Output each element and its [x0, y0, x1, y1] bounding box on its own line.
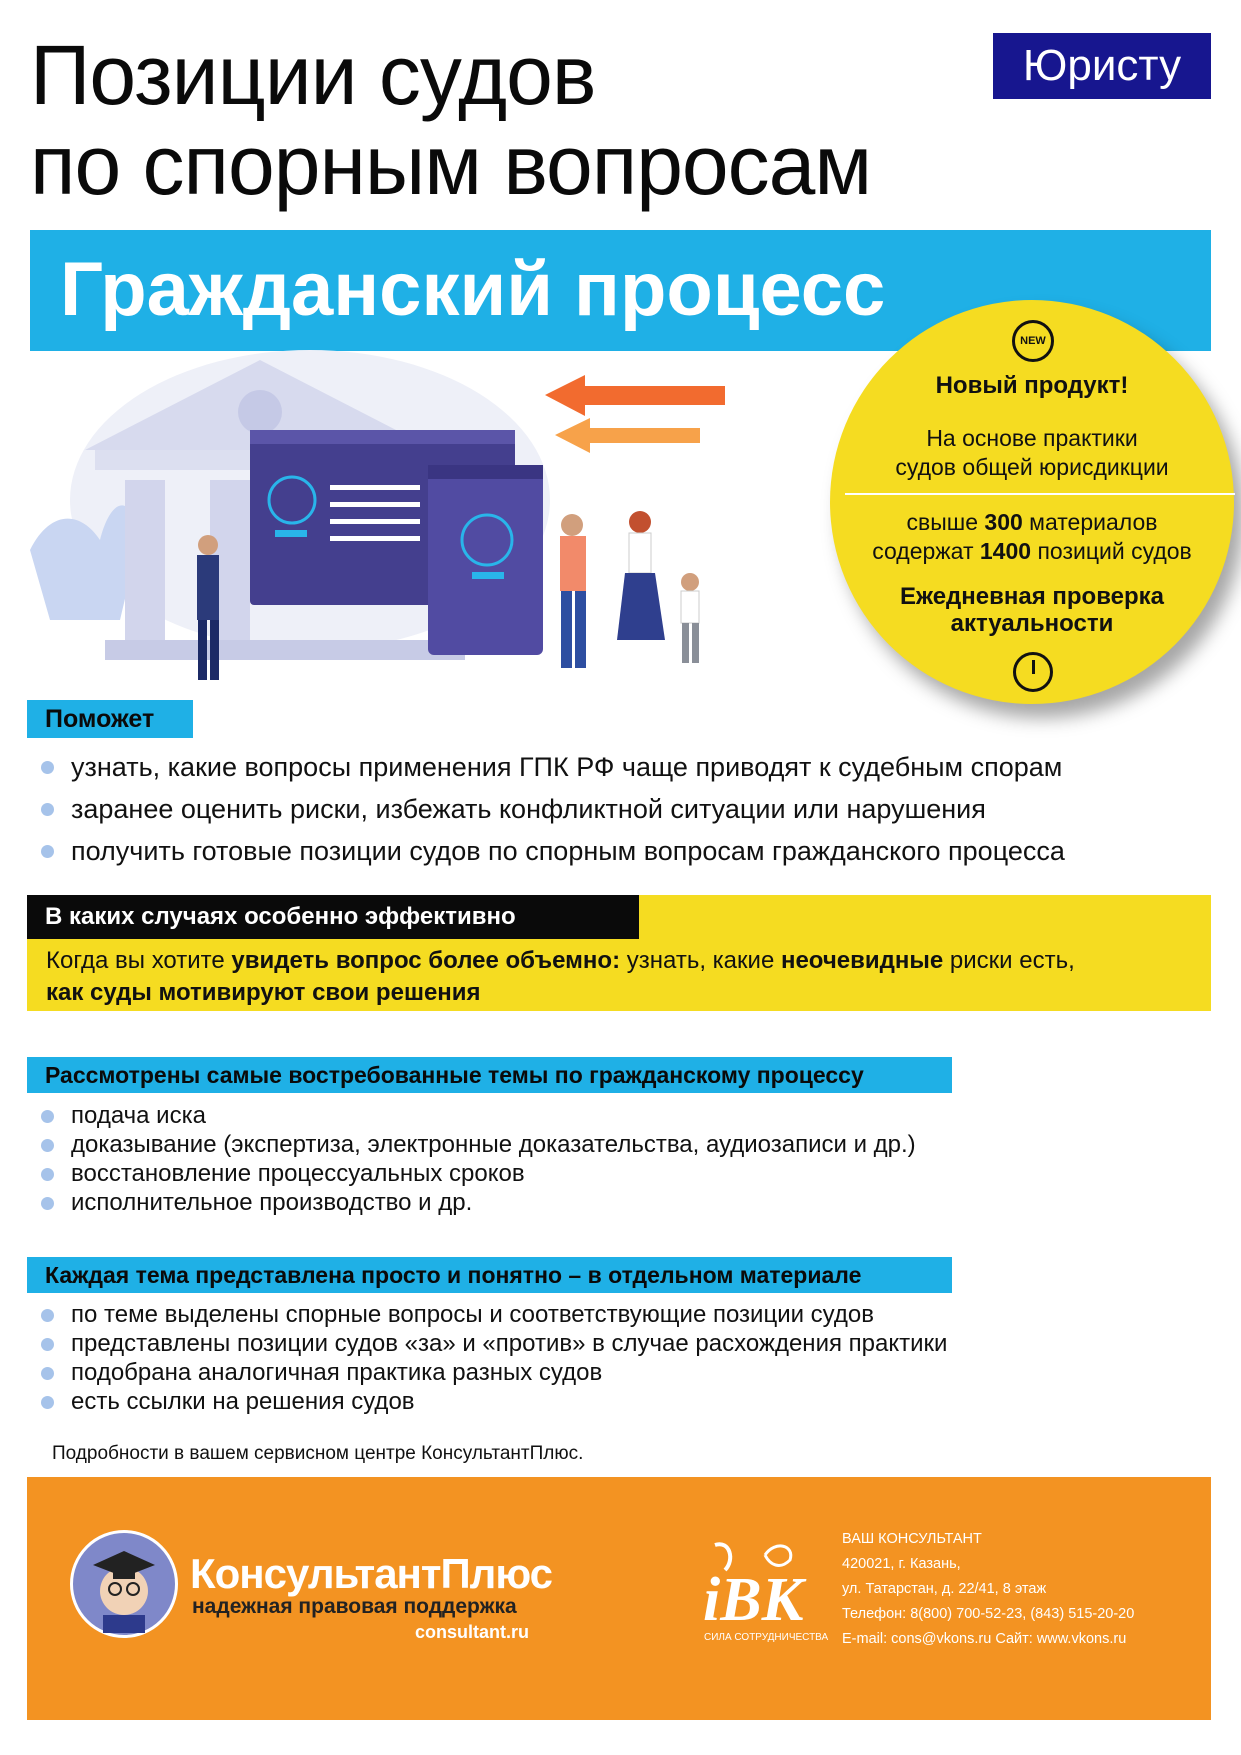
promo-headline: Новый продукт! [935, 372, 1129, 399]
arrow-left-icon [545, 375, 725, 416]
audience-badge: Юристу [993, 33, 1211, 99]
list-item: подобрана аналогичная практика разных судов [27, 1358, 1207, 1387]
list-item: узнать, какие вопросы применения ГПК РФ чаще приводят к судебным спорам [27, 746, 1207, 788]
svg-text:iВК: iВК [703, 1566, 804, 1634]
details-note: Подробности в вашем сервисном центре КонсультантПлюс. [52, 1443, 584, 1464]
title-line-2: по спорным вопросам [30, 118, 872, 212]
arrow-left-icon [555, 418, 700, 453]
contacts-city: 420021, г. Казань, [842, 1556, 961, 1572]
list-item: получить готовые позиции судов по спорным вопросам гражданского процесса [27, 830, 1207, 872]
contacts-phone[interactable]: Телефон: 8(800) 700-52-23, (843) 515-20-20 [842, 1606, 1135, 1622]
contacts-address: ул. Татарстан, д. 22/41, 8 этаж [842, 1581, 1047, 1597]
promo-basis-line-1: На основе практики [926, 425, 1138, 451]
promo-basis-line-2: судов общей юрисдикции [895, 454, 1169, 480]
courthouse-illustration [10, 350, 730, 695]
tablet [428, 465, 543, 655]
each-topic-heading: Каждая тема представлена просто и понятно – в отдельном материале [27, 1257, 952, 1293]
list-item: по теме выделены спорные вопросы и соответствующие позиции судов [27, 1300, 1207, 1329]
helps-list [27, 746, 1207, 872]
new-badge-icon: NEW [1012, 320, 1054, 362]
effective-text: Когда вы хотите увидеть вопрос более объемно: узнать, какие неочевидные риски есть, как суды мотивируют свои решения [46, 947, 1075, 1006]
professor-icon [73, 1533, 175, 1635]
page-title [30, 30, 871, 210]
each-topic-list [27, 1300, 1207, 1416]
consultant-tagline: надежная правовая поддержка [192, 1595, 517, 1618]
vk-slogan: СИЛА СОТРУДНИЧЕСТВА [704, 1632, 829, 1643]
title-line-1: Позиции судов [30, 28, 596, 122]
divider [845, 493, 1235, 495]
promo-basis [830, 424, 1234, 482]
topics-heading: Рассмотрены самые востребованные темы по гражданскому процессу [27, 1057, 952, 1093]
list-item: доказывание (экспертиза, электронные доказательства, аудиозаписи и др.) [27, 1130, 1207, 1159]
clock-icon [1013, 652, 1053, 692]
list-item: заранее оценить риски, избежать конфликтной ситуации или нарушения [27, 788, 1207, 830]
promo-stats: свыше 300 материалов содержат 1400 позиций судов [872, 509, 1192, 564]
list-item: представлены позиции судов «за» и «против» в случае расхождения практики [27, 1329, 1207, 1358]
contacts-title: ВАШ КОНСУЛЬТАНТ [842, 1531, 982, 1547]
topics-list [27, 1101, 1207, 1217]
contacts-email-site[interactable]: E-mail: cons@vkons.ru Сайт: www.vkons.ru [842, 1631, 1127, 1647]
helps-heading: Поможет [27, 700, 193, 738]
effective-heading: В каких случаях особенно эффективно [27, 895, 639, 939]
list-item: исполнительное производство и др. [27, 1188, 1207, 1217]
contacts-block [842, 1527, 1134, 1652]
list-item: есть ссылки на решения судов [27, 1387, 1207, 1416]
list-item: подача иска [27, 1101, 1207, 1130]
consultant-mascot-logo [70, 1530, 178, 1638]
consultant-site-link[interactable]: consultant.ru [415, 1622, 530, 1642]
banner-title: Гражданский процесс [60, 247, 886, 332]
consultant-brand: КонсультантПлюс [190, 1550, 553, 1597]
promo-daily-check: Ежедневная проверка актуальности [899, 583, 1165, 637]
vk-logo-icon [695, 1535, 815, 1635]
list-item: восстановление процессуальных сроков [27, 1159, 1207, 1188]
